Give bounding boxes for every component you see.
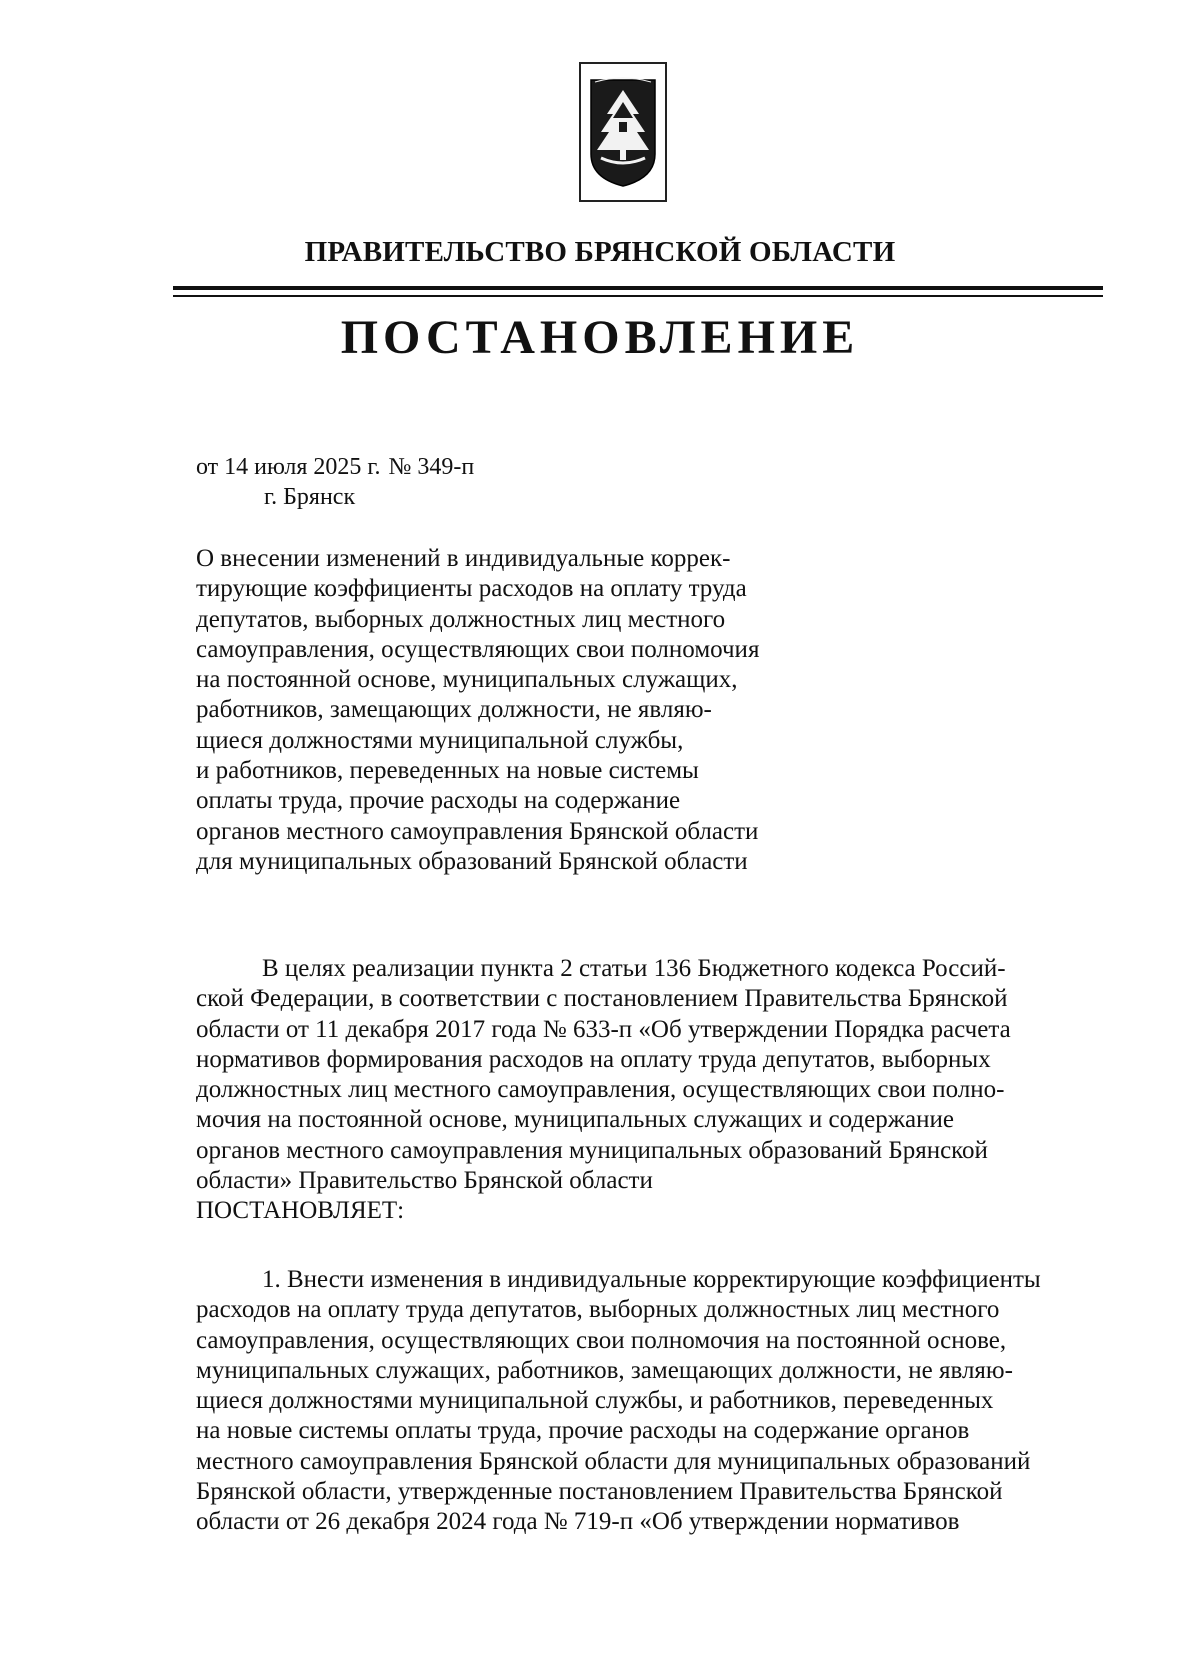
header-rule-thin	[173, 295, 1103, 297]
date-number-line	[196, 452, 482, 482]
item-1-paragraph	[196, 1265, 1102, 1538]
paragraph-line: области от 11 декабря 2017 года № 633-п «Об утверждении Порядка расчета	[196, 1015, 1011, 1043]
resolves-keyword: ПОСТАНОВЛЯЕТ:	[196, 1197, 405, 1225]
paragraph-line: муниципальных служащих, работников, замещающих должности, не являю-	[196, 1356, 1013, 1384]
subject-line: на постоянной основе, муниципальных служащих,	[196, 666, 738, 694]
subject-line: депутатов, выборных должностных лиц местного	[196, 605, 726, 633]
paragraph-line: на новые системы оплаты труда, прочие расходы на содержание органов	[196, 1417, 970, 1445]
paragraph-line: Брянской области, утвержденные постановлением Правительства Брянской	[196, 1478, 1003, 1506]
paragraph-line: ской Федерации, в соответствии с постановлением Правительства Брянской	[196, 985, 1008, 1013]
subject-line: тирующие коэффициенты расходов на оплату труда	[196, 575, 747, 603]
paragraph-line: щиеся должностями муниципальной службы, и работников, переведенных	[196, 1387, 994, 1415]
bryansk-coat-of-arms-icon	[579, 62, 667, 202]
document-meta	[196, 452, 482, 512]
subject-line: самоуправления, осуществляющих свои полномочия	[196, 635, 760, 663]
document-subject	[196, 544, 802, 877]
paragraph-line: расходов на оплату труда депутатов, выборных должностных лиц местного	[196, 1296, 1000, 1324]
subject-line: и работников, переведенных на новые системы	[196, 757, 699, 785]
paragraph-line: области от 26 декабря 2024 года № 719-п «Об утверждении нормативов	[196, 1508, 960, 1536]
document-date: от 14 июля 2025 г.	[196, 454, 381, 480]
header-rule-thick	[173, 286, 1103, 290]
paragraph-line: должностных лиц местного самоуправления, осуществляющих свои полно-	[196, 1076, 1005, 1104]
paragraph-line: области» Правительство Брянской области	[196, 1167, 653, 1195]
paragraph-line: мочия на постоянной основе, муниципальных служащих и содержание	[196, 1106, 954, 1134]
paragraph-line: органов местного самоуправления муниципальных образований Брянской	[196, 1136, 988, 1164]
document-type-title: ПОСТАНОВЛЕНИЕ	[340, 311, 860, 364]
paragraph-line: 1. Внести изменения в индивидуальные корректирующие коэффициенты	[262, 1266, 1041, 1293]
paragraph-line: местного самоуправления Брянской области для муниципальных образований	[196, 1447, 1031, 1475]
paragraph-line: нормативов формирования расходов на оплату труда депутатов, выборных	[196, 1045, 991, 1073]
paragraph-line: самоуправления, осуществляющих свои полномочия на постоянной основе,	[196, 1326, 1007, 1354]
subject-line: оплаты труда, прочие расходы на содержание	[196, 787, 681, 815]
subject-line: щиеся должностями муниципальной службы,	[196, 726, 684, 754]
subject-line: для муниципальных образований Брянской области	[196, 847, 748, 875]
paragraph-line: В целях реализации пункта 2 статьи 136 Бюджетного кодекса Россий-	[262, 955, 1006, 982]
preamble-paragraph	[196, 954, 1102, 1227]
document-number: № 349-п	[388, 454, 475, 480]
subject-line: органов местного самоуправления Брянской области	[196, 817, 759, 845]
subject-line: работников, замещающих должности, не являю-	[196, 696, 712, 724]
government-name: ПРАВИТЕЛЬСТВО БРЯНСКОЙ ОБЛАСТИ	[304, 236, 896, 268]
subject-line: О внесении изменений в индивидуальные коррек-	[196, 545, 731, 572]
document-city: г. Брянск	[264, 484, 356, 510]
